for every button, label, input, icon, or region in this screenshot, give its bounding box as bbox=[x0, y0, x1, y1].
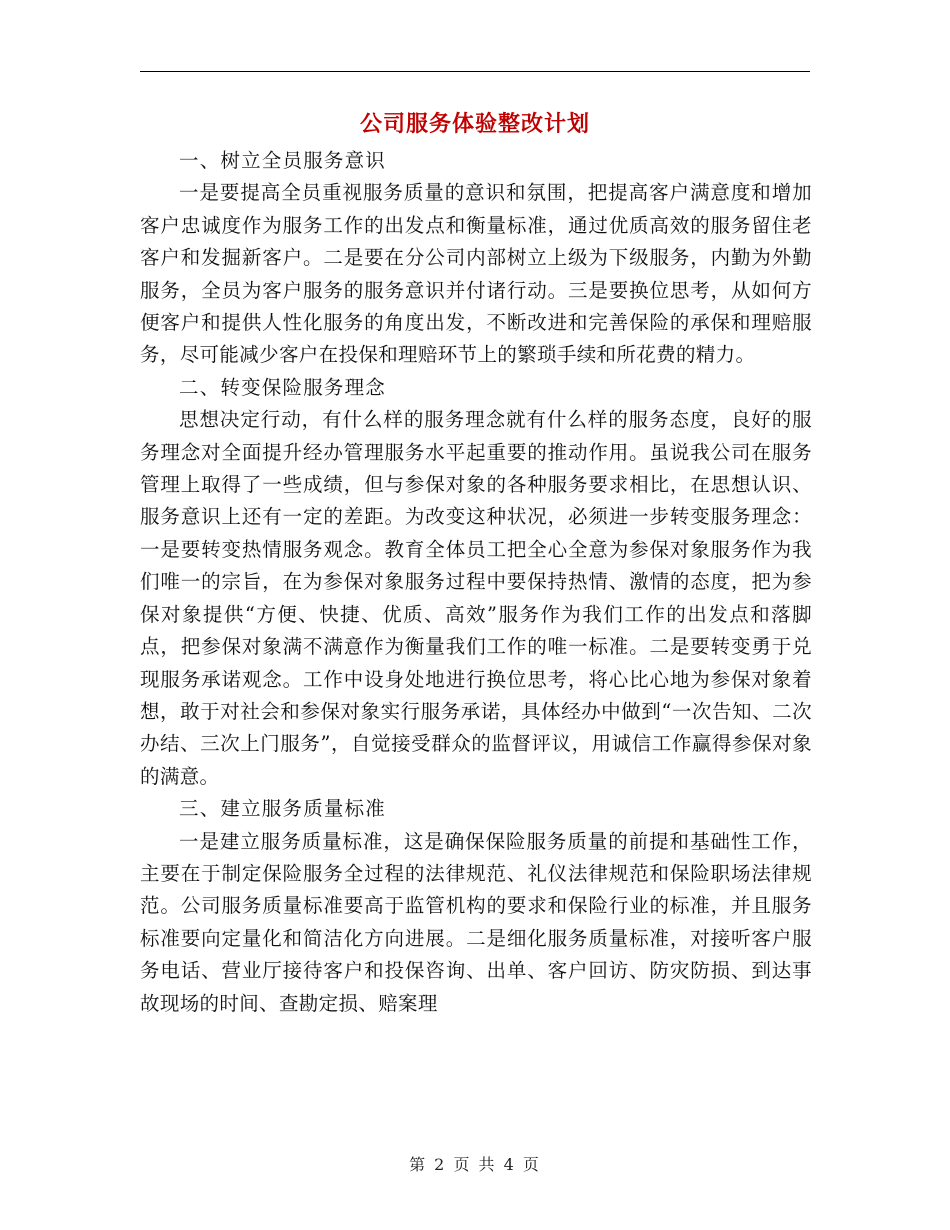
header-rule bbox=[140, 71, 810, 72]
section-paragraph-2: 思想决定行动，有什么样的服务理念就有什么样的服务态度，良好的服务理念对全面提升经办管理服务水平起重要的推动作用。虽说我公司在服务管理上取得了一些成绩，但与参保对象的各种服务要求相比，在思想认识、服务意识上还有一定的差距。为改变这种状况，必须进一步转变服务理念：一是要转变热情服务观念。教育全体员工把全心全意为参保对象服务作为我们唯一的宗旨，在为参保对象服务过程中要保持热情、激情的态度，把为参保对象提供“方便、快捷、优质、高效”服务作为我们工作的出发点和落脚点，把参保对象满不满意作为衡量我们工作的唯一标准。二是要转变勇于兑现服务承诺观念。工作中设身处地进行换位思考，将心比心地为参保对象着想，敢于对社会和参保对象实行服务承诺，具体经办中做到“一次告知、二次办结、三次上门服务”，自觉接受群众的监督评议，用诚信工作赢得参保对象的满意。 bbox=[140, 408, 812, 788]
page-title: 公司服务体验整改计划 bbox=[359, 112, 590, 137]
section-paragraph-1: 一是要提高全员重视服务质量的意识和氛围，把提高客户满意度和增加客户忠诚度作为服务工作的出发点和衡量标准，通过优质高效的服务留住老客户和发掘新客户。二是要在分公司内部树立上级为下级服务，内勤为外勤服务，全员为客户服务的服务意识并付诸行动。三是要换位思考，从如何方便客户和提供人性化服务的角度出发，不断改进和完善保险的承保和理赔服务，尽可能减少客户在投保和理赔环节上的繁琐手续和所花费的精力。 bbox=[140, 181, 812, 367]
section-paragraph-3: 一是建立服务质量标准，这是确保保险服务质量的前提和基础性工作，主要在于制定保险服务全过程的法律规范、礼仪法律规范和保险职场法律规范。公司服务质量标准要高于监管机构的要求和保险行业的标准，并且服务标准要向定量化和简洁化方向进展。二是细化服务质量标准，对接听客户服务电话、营业厅接待客户和投保咨询、出单、客户回访、防灾防损、到达事故现场的时间、查勘定损、赔案理 bbox=[140, 829, 812, 1015]
section-heading-1: 一、树立全员服务意识 bbox=[179, 149, 387, 172]
document-body bbox=[140, 145, 812, 1020]
section-heading-2: 二、转变保险服务理念 bbox=[179, 375, 387, 399]
section-heading-3: 三、建立服务质量标准 bbox=[179, 797, 387, 821]
page-number: 第 2 页 共 4 页 bbox=[409, 1155, 541, 1174]
